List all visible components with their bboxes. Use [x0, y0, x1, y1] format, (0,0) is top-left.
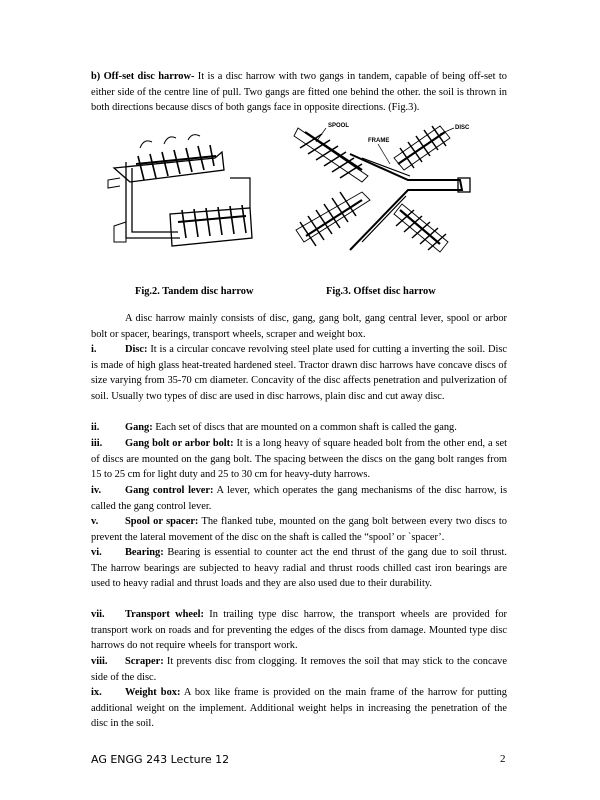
- fig3-label-disc: DISC: [455, 125, 470, 131]
- item-term: Spool or spacer:: [125, 516, 199, 527]
- item-term: Scraper:: [125, 656, 164, 667]
- list-item: vi. Bearing: Bearing is essential to counter act the end thrust of the gang due to soil thrust. The harrow bearings are subjected to heavy radial and thrust roods chilled cast iron bearings are used to heavy radial and thrust loads and they are also used due to their durability.: [91, 547, 507, 590]
- figures-illustration: [100, 118, 500, 274]
- item-text: It prevents disc from clogging. It removes the soil that may stick to the concave side of the disc.: [91, 656, 507, 683]
- item-text: The flanked tube, mounted on the gang bolt between every two discs to prevent the lateral movement of the disc on the shaft is called the “spool’ or `spacer’.: [91, 516, 507, 543]
- item-text: It is a circular concave revolving steel plate used for cutting a inverting the soil. Disc is made of high glass heat-treated hardened steel. Tractor drawn disc harrows have concave discs of size varying from 35-70 cm diameter. Concavity of the disc affects penetration and pulverization of soil. Usually two types of disc are used in disc harrows, plain disc and cut away disc.: [91, 344, 507, 402]
- fig3-label-spool: SPOOL: [328, 123, 350, 129]
- fig2-caption: Fig.2. Tandem disc harrow: [135, 286, 254, 297]
- item-text: It is a long heavy of square headed bolt from the other end, a set of discs are mounted on the gang bolt. The spacing between the discs on the gang bolt ranges from 15 to 25 cm for light duty and 25 to 30 cm for heavy-duty harrows.: [91, 438, 507, 481]
- item-text: In trailing type disc harrow, the transport wheels are provided for transport work on roads and for preventing the edges of the discs from damage. Mounted type disc harrows do not require wheels for transport work.: [91, 609, 507, 652]
- item-text: A lever, which operates the gang mechanisms of the disc harrow, is called the gang control lever.: [91, 485, 507, 512]
- list-item: vii. Transport wheel: In trailing type disc harrow, the transport wheels are provided for transport work on roads and for preventing the edges of the discs from damage. Mounted type disc harrows do not require wheels for transport work.: [91, 609, 507, 652]
- list-item: viii. Scraper: It prevents disc from clogging. It removes the soil that may stick to the concave side of the disc.: [91, 656, 507, 683]
- item-text: Each set of discs that are mounted on a common shaft is called the gang.: [152, 422, 457, 433]
- item-term: Disc:: [125, 344, 148, 355]
- list-item: ix. Weight box: A box like frame is provided on the main frame of the harrow for putting additional weight on the implement. Additional weight helps in increasing the penetration of the disc in the soil.: [91, 687, 507, 730]
- item-term: Gang bolt or arbor bolt:: [125, 438, 234, 449]
- item-text: Bearing is essential to counter act the end thrust of the gang due to soil thrust. The harrow bearings are subjected to heavy radial and thrust roods chilled cast iron bearings are used to heavy radial and thrust loads and they are also used due to their durability.: [91, 547, 507, 590]
- fig3-label-frame: FRAME: [368, 138, 390, 144]
- list-item: i. Disc: It is a circular concave revolving steel plate used for cutting a inverting the soil. Disc is made of high glass heat-treated hardened steel. Tractor drawn disc harrows have concave discs of size varying from 35-70 cm diameter. Concavity of the disc affects penetration and pulverization of soil. Usually two types of disc are used in disc harrows, plain disc and cut away disc.: [91, 344, 507, 402]
- item-term: Gang control lever:: [125, 485, 214, 496]
- intro-paragraph: [91, 69, 507, 116]
- item-term: Bearing:: [125, 547, 164, 558]
- item-text: A box like frame is provided on the main frame of the harrow for putting additional weight on the implement. Additional weight helps in increasing the penetration of the disc in the soil.: [91, 687, 507, 730]
- item-term: Transport wheel:: [125, 609, 204, 620]
- item-term: Gang:: [125, 422, 153, 433]
- item-term: Weight box:: [125, 687, 181, 698]
- footer-course-title: AG ENGG 243 Lecture 12: [91, 753, 230, 766]
- intro-heading: b) Off-set disc harrow-: [91, 71, 195, 82]
- list-item: iii. Gang bolt or arbor bolt: It is a long heavy of square headed bolt from the other end, a set of discs are mounted on the gang bolt. The spacing between the discs on the gang bolt ranges from 15 to 25 cm for light duty and 25 to 30 cm for heavy-duty harrows.: [91, 438, 507, 481]
- list-item: v. Spool or spacer: The flanked tube, mounted on the gang bolt between every two discs to prevent the lateral movement of the disc on the shaft is called the “spool’ or `spacer’.: [91, 516, 507, 543]
- list-item: ii. Gang: Each set of discs that are mounted on a common shaft is called the gang.: [91, 422, 457, 433]
- tandem-disc-harrow-drawing: [108, 135, 252, 246]
- intro-text: It is a disc harrow with two gangs in tandem, capable of being off-set to either side of the centre line of pull. Two gangs are fitted one behind the other. the soil is thrown in both directions because discs of both gangs face in opposite directions. (Fig.3).: [91, 71, 507, 114]
- body-intro-paragraph: A disc harrow mainly consists of disc, gang, gang bolt, gang central lever, spool or arbor bolt or spacer, bearings, transport wheels, scraper and weight box.: [91, 313, 507, 340]
- fig3-caption: Fig.3. Offset disc harrow: [326, 286, 436, 297]
- offset-disc-harrow-drawing: [294, 126, 470, 252]
- page-number: 2: [500, 753, 506, 765]
- list-item: iv. Gang control lever: A lever, which operates the gang mechanisms of the disc harrow, is called the gang control lever.: [91, 485, 507, 512]
